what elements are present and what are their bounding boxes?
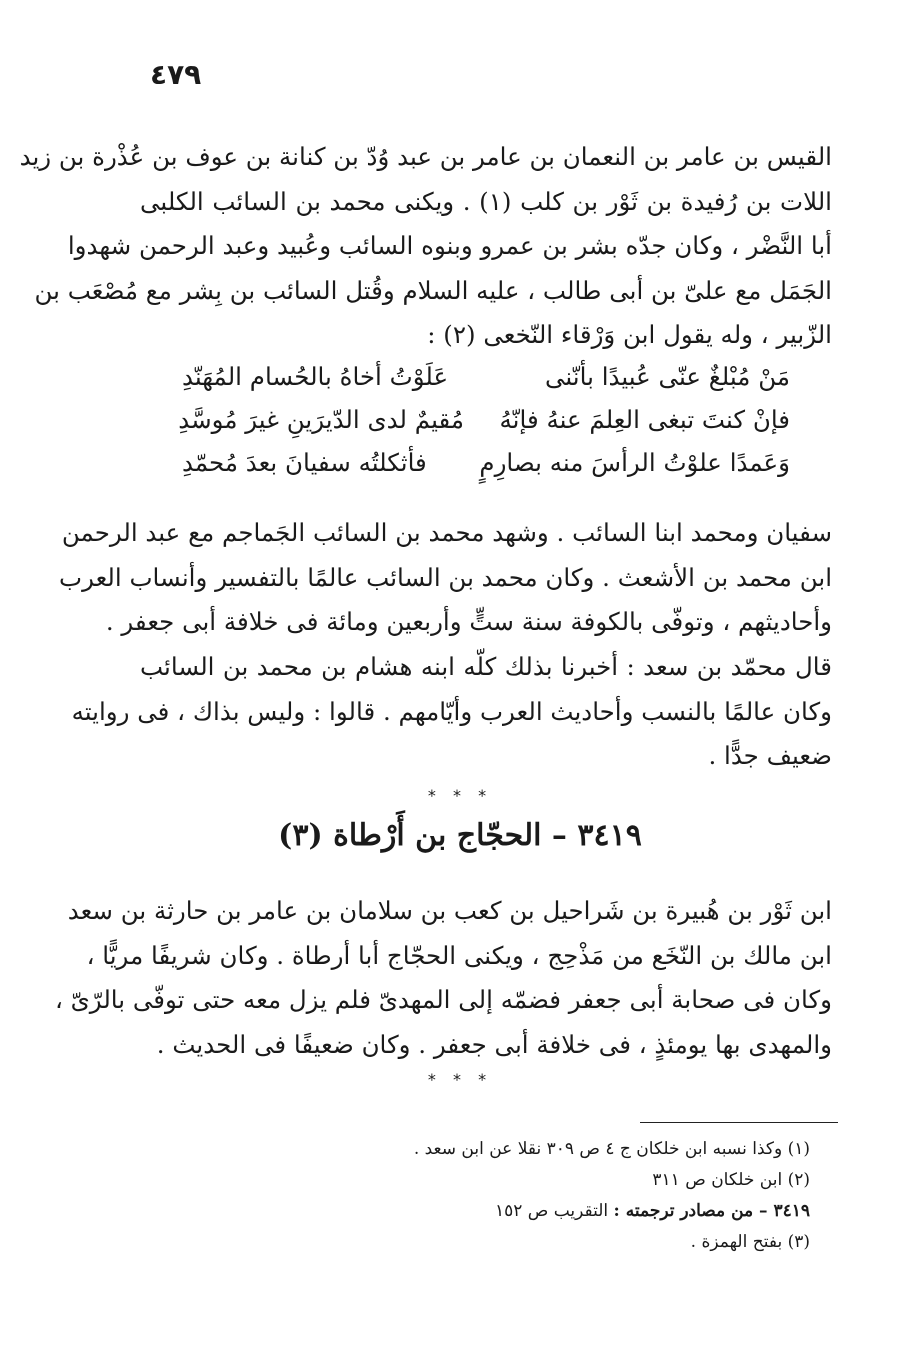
poem-verse [178, 405, 790, 448]
verse-first-hemistich: وَعَمدًا علوْتُ الرأسَ منه بصارِمٍ [479, 448, 790, 477]
paragraph-lineage [19, 135, 832, 358]
entry-heading: ٣٤١٩ – الحجّاج بن أَرْطاة (٣) [278, 818, 642, 853]
paragraph-sons [59, 511, 832, 645]
footnote-1: (١) وكذا نسبه ابن خلكان ج ٤ ص ٣٠٩ نقلا عن ابن سعد . [413, 1139, 810, 1159]
paragraph-hajjaj [54, 889, 832, 1067]
text-line: وكان عالمًا بالنسب وأحاديث العرب وأيّامهم . قالوا : وليس بذاك ، فى روايته [71, 696, 832, 726]
text-line: الجَمَل مع علىّ بن أبى طالب ، عليه السلام وقُتل السائب بن بِشر مع مُصْعَب بن [34, 275, 832, 305]
text-line: ابن مالك بن النّخَع من مَذْحِج ، ويكنى الحجّاج أبا أرطاة . وكان شريفًا مريًّا ، [86, 940, 832, 970]
poem-verse [182, 448, 790, 491]
footnote-sources-label: ٣٤١٩ – من مصادر ترجمته : [613, 1201, 810, 1221]
text-line: والمهدى بها يومئذٍ ، فى خلافة أبى جعفر . وكان ضعيفًا فى الحديث . [156, 1029, 832, 1059]
text-line: سفيان ومحمد ابنا السائب . وشهد محمد بن السائب الجَماجم مع عبد الرحمن [61, 518, 832, 547]
footnote-divider [640, 1122, 838, 1123]
text-line: الزّبير ، وله يقول ابن وَرْقاء النّخعى (٢) : [427, 320, 832, 349]
footnote-3: (٣) بفتح الهمزة . [690, 1232, 810, 1252]
footnote-sources-text: التقريب ص ١٥٢ [494, 1201, 614, 1221]
verse-first-hemistich: فإنْ كنتَ تبغى العِلمَ عنهُ فإنّهُ [499, 405, 790, 434]
verse-first-hemistich: مَنْ مُبْلغٌ عنّى عُبيدًا بأنّنى [544, 362, 790, 391]
page-number: ٤٧٩ [150, 58, 202, 91]
poem [178, 362, 790, 491]
text-line: وكان فى صحابة أبى جعفر فضمّه إلى المهدىّ فلم يزل معه حتى توفّى بالرّىّ ، [54, 985, 832, 1014]
text-line: ابن محمد بن الأشعث . وكان محمد بن السائب عالمًا بالتفسير وأنساب العرب [59, 562, 832, 592]
text-line: وأحاديثهم ، وتوفّى بالكوفة سنة ستٍّ وأربعين ومائة فى خلافة أبى جعفر . [105, 607, 832, 636]
text-line: ضعيف جدًّا . [708, 741, 832, 770]
paragraph-ibn-saad [71, 645, 832, 779]
text-line: القيس بن عامر بن النعمان بن عامر بن عبد وُدّ بن كنانة بن عوف بن عُذْرة بن زيد [19, 142, 832, 171]
verse-second-hemistich: مُقيمٌ لدى الدّيرَينِ غيرَ مُوسَّدِ [178, 405, 464, 434]
text-line: قال محمّد بن سعد : أخبرنا بذلك كلّه ابنه هشام بن محمد بن السائب [140, 652, 832, 681]
verse-second-hemistich: عَلَوْتُ أخاهُ بالحُسام المُهَنّدِ [182, 362, 449, 391]
text-line: أبا النَّضْر ، وكان جدّه بشر بن عمرو وبنوه السائب وعُبيد وعبد الرحمن شهدوا [67, 231, 832, 260]
section-separator: * * * [427, 786, 493, 805]
footnote-2: (٢) ابن خلكان ص ٣١١ [652, 1170, 810, 1190]
footnote-sources [300, 1196, 810, 1227]
text-line: اللات بن رُفيدة بن ثَوْر بن كلب (١) . ويكنى محمد بن السائب الكلبى [140, 186, 832, 216]
poem-verse [182, 362, 790, 405]
verse-second-hemistich: فأثكلتُه سفيانَ بعدَ مُحمّدِ [182, 448, 427, 477]
section-separator: * * * [427, 1070, 493, 1089]
footnotes [300, 1134, 810, 1258]
text-line: ابن ثَوْر بن هُبيرة بن شَراحيل بن كعب بن سلامان بن عامر بن حارثة بن سعد [67, 896, 832, 925]
